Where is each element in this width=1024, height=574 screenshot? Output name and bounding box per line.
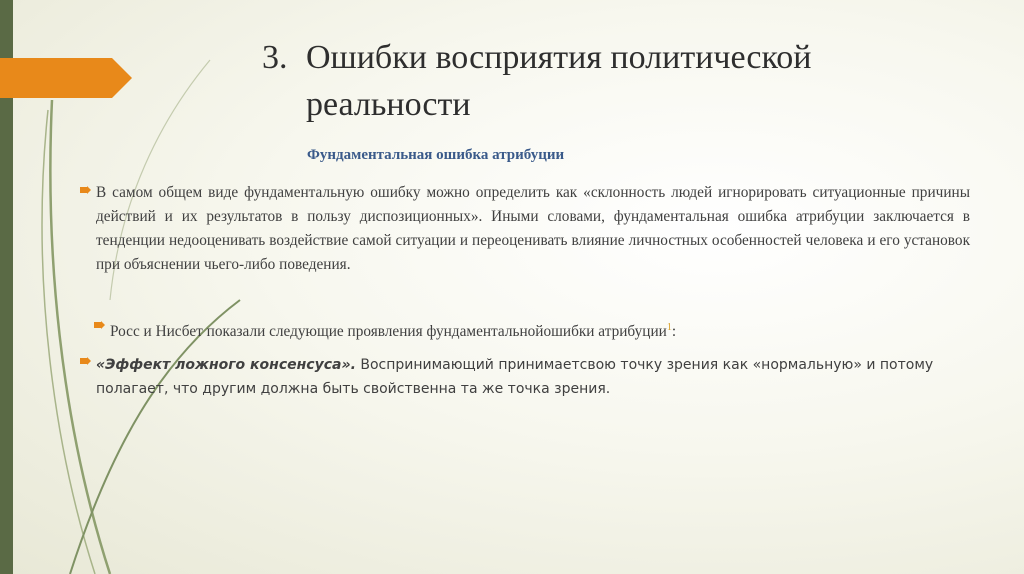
paragraph-ross-nisbett-end: : <box>671 323 677 341</box>
orange-title-tab <box>0 58 132 98</box>
orange-arrow-icon <box>80 186 91 194</box>
slide-title <box>262 34 962 128</box>
slide-subtitle: Фундаментальная ошибка атрибуции <box>307 147 565 163</box>
paragraph-false-consensus <box>96 353 966 401</box>
footnote-link[interactable]: 1 <box>666 322 672 333</box>
orange-arrow-icon <box>80 357 91 365</box>
title-line-2: реальности <box>306 86 471 123</box>
paragraph-ross-nisbett-text: Росс и Нисбет показали следующие проявления фундаментальнойошибки атрибуции <box>110 323 667 341</box>
orange-arrow-icon <box>94 321 105 329</box>
paragraph-ross-nisbett <box>110 316 970 344</box>
false-consensus-text: Воспринимающий принимаетсвою точку зрения как «нормальную» и потому полагает, что другим должна быть свойственна та же точка зрения. <box>96 357 934 397</box>
title-number: 3. <box>262 39 288 76</box>
title-line-1: Ошибки восприятия политической <box>306 39 812 76</box>
paragraph-definition: В самом общем виде фундаментальную ошибку можно определить как «склонность людей игнорировать ситуационные причины действий и их результатов в пользу диспозиционных». Иными словами, фундаментальная ошибка атрибуции заключается в тенденции недооценивать воздействие самой ситуации и переоценивать влияние личностных особенностей человека и его установок при объяснении чьего-либо поведения. <box>96 184 970 273</box>
false-consensus-term: «Эффект ложного консенсуса». <box>96 357 356 373</box>
